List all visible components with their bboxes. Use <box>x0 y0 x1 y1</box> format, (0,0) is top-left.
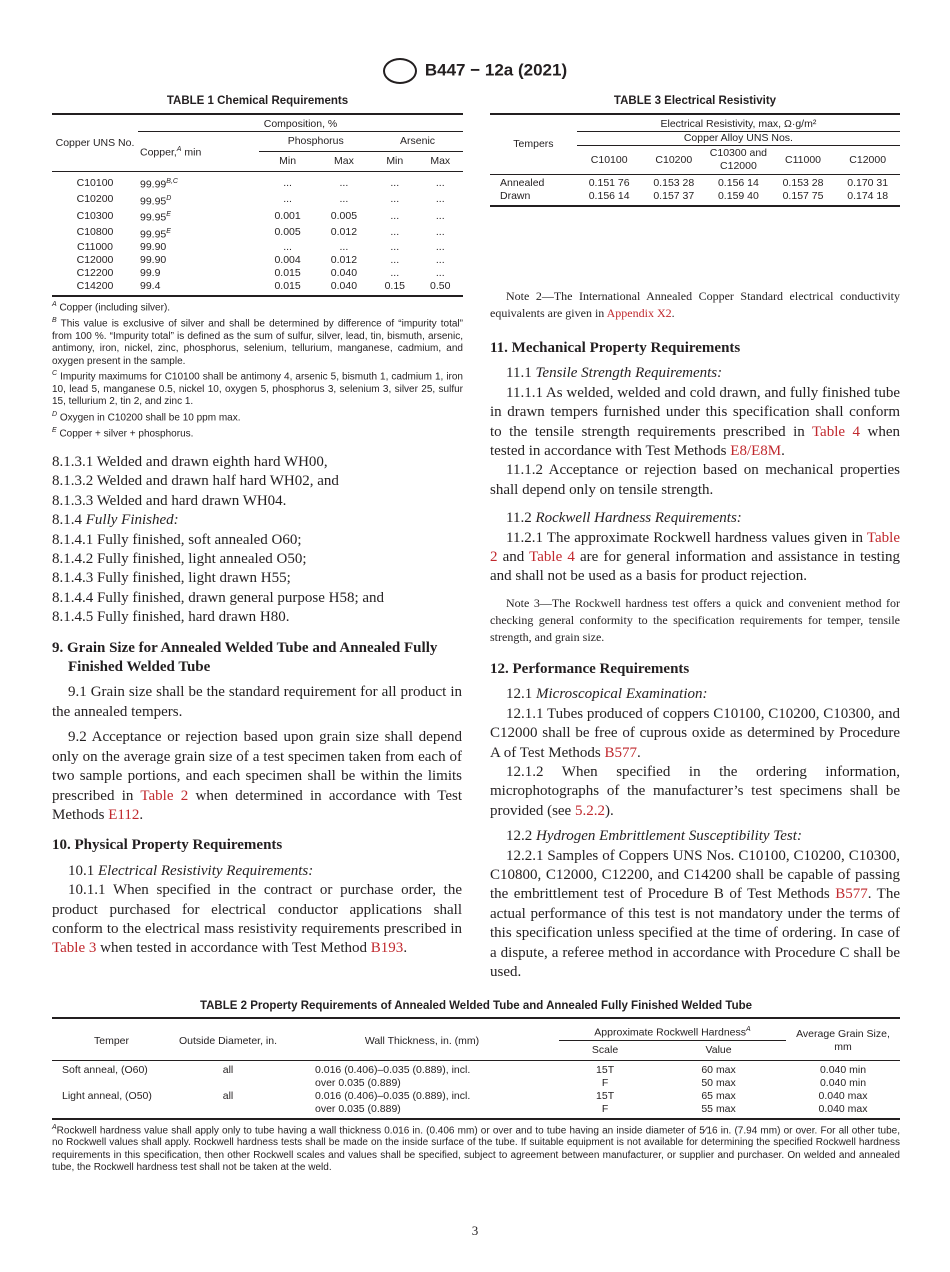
table-cell: 60 max <box>701 1063 736 1076</box>
table-cell: ... <box>390 176 400 189</box>
col-header: Composition, % <box>138 114 463 132</box>
table-cell: 0.153 28 <box>653 177 695 189</box>
table-cell: 0.004 <box>274 254 301 266</box>
text-span: 8.1.3.1 Welded and drawn eighth hard WH00, <box>52 454 328 470</box>
table-cell: ... <box>390 254 400 266</box>
table-2-grid <box>52 1017 900 1120</box>
table-cell: Drawn <box>500 190 531 202</box>
table-cell: $99.95^E$ <box>140 227 171 240</box>
table-cell <box>52 1077 171 1090</box>
document-designation: B447 − 12a (2021) <box>424 60 568 80</box>
col-header: Outside Diameter, in. <box>171 1018 285 1060</box>
note <box>490 288 900 322</box>
table-row <box>490 190 900 206</box>
paragraph <box>52 608 462 627</box>
table-cell: C10300 <box>76 209 114 222</box>
text-span: Note 3—The Rockwell hardness test offers a quick and convenient method for checking general conformity to the specification requirements for temper, tensile strength, and grain size. <box>490 595 900 644</box>
table-row <box>490 175 900 191</box>
cross-reference-link[interactable]: Table 4 <box>811 423 861 440</box>
table-cell: C12000 <box>76 254 114 266</box>
table-cell: 0.040 max <box>818 1102 868 1115</box>
footnote: $^B$ This value is exclusive of silver and shall be determined by difference of “impurity total” from 100 %. “Impurity total” is defined as the sum of sulfur, silver, lead, tin, bismuth, arsenic, antimony, iron, nickel, zinc, phosphorus, selenium, tellurium, manganese, cadmium, and oxygen present in the sample. <box>52 316 463 367</box>
table-cell: 0.156 14 <box>717 177 759 189</box>
paragraph <box>490 685 900 704</box>
paragraph <box>490 364 900 383</box>
table-cell: 0.012 <box>330 226 358 239</box>
paragraph <box>490 763 900 821</box>
col-header: Max <box>430 155 451 167</box>
table-cell: 55 max <box>701 1102 736 1115</box>
text-span: . The actual performance of this test is not mandatory under the terms of this specification unless specified at the time of ordering. In case of a dispute, a referee method in accordance with Procedure C shall be used. <box>490 886 900 980</box>
table-cell: 0.157 75 <box>782 190 824 202</box>
table-cell: 0.016 (0.406)–0.035 (0.889), incl. <box>315 1089 471 1102</box>
col-header: C10300 and C12000 <box>709 147 768 172</box>
paragraph <box>52 683 462 722</box>
table-cell: ... <box>339 176 349 189</box>
table-cell: C10100 <box>76 176 114 189</box>
table-row <box>52 267 463 280</box>
cross-reference-link[interactable]: Table 3 <box>52 940 97 957</box>
text-span: . <box>403 940 408 957</box>
table-cell: 0.153 28 <box>782 177 824 189</box>
cross-reference-link[interactable]: E112 <box>108 806 140 823</box>
text-span: Rockwell Hardness Requirements: <box>535 510 742 527</box>
note <box>490 595 900 646</box>
table-cell: ... <box>339 193 349 206</box>
text-span: 11.2.1 The approximate Rockwell hardness values given in <box>506 529 867 546</box>
table-row <box>52 192 463 209</box>
table-cell: 0.016 (0.406)–0.035 (0.889), incl. <box>315 1063 471 1076</box>
paragraph <box>52 862 462 881</box>
paragraph <box>52 472 462 491</box>
col-header: Scale <box>591 1043 619 1056</box>
table-cell: 50 max <box>701 1076 736 1089</box>
table-cell <box>171 1077 285 1090</box>
text-span: 8.1.3.2 Welded and drawn half hard WH02, and <box>52 473 339 490</box>
cross-reference-link[interactable]: B577 <box>604 744 638 761</box>
table-cell: ... <box>435 267 445 279</box>
text-span: 8.1.3.3 Welded and hard drawn WH04. <box>52 492 287 509</box>
col-header: C10200 <box>655 153 693 166</box>
text-span: . <box>671 306 675 320</box>
table-3-grid <box>490 113 900 207</box>
document-header <box>0 58 950 84</box>
table-cell: 0.015 <box>274 267 301 279</box>
table-cell: 0.040 <box>330 267 358 279</box>
section-heading <box>490 660 900 679</box>
table-row <box>52 1090 900 1103</box>
table-cell: F <box>601 1076 609 1089</box>
paragraph <box>52 511 462 530</box>
table-cell: C10200 <box>76 193 114 206</box>
text-span: when tested in accordance with Test Methods <box>490 423 900 460</box>
paragraph <box>490 384 900 462</box>
paragraph <box>490 705 900 763</box>
paragraph <box>490 847 900 983</box>
table-cell: C11000 <box>76 241 113 253</box>
text-span: when determined in accordance with Test Methods <box>52 787 462 823</box>
col-header: C11000 <box>785 153 822 166</box>
table-cell: ... <box>435 193 445 206</box>
table-cell: 99.90 <box>140 241 167 253</box>
col-header: Phosphorus <box>259 132 372 152</box>
table-cell: 0.040 min <box>819 1076 867 1089</box>
table-cell: 0.040 <box>330 280 358 292</box>
col-header: Arsenic <box>372 132 463 152</box>
table-cell: ... <box>390 226 400 239</box>
text-span: 12.1.2 When specified in the ordering information, microphotographs of the manufacturer’s test specimens shall be provided (see <box>490 763 900 819</box>
text-span: 8.1.4.3 Fully finished, light drawn H55; <box>52 570 291 587</box>
col-header: Copper Alloy UNS Nos. <box>577 132 900 146</box>
text-span: 11. Mechanical Property Requirements <box>490 340 741 356</box>
table-3-caption: TABLE 3 Electrical Resistivity <box>613 95 777 107</box>
text-span: 11.1 <box>506 365 536 382</box>
table-cell: 0.012 <box>330 254 358 266</box>
footnote: $^C$ Impurity maximums for C10100 shall be antimony 4, arsenic 5, bismuth 1, cadmium 1, iron 10, lead 5, manganese 0.5, nickel 10, oxygen 5, phosphorus 3, selenium 3, silver 25, sulfur 15, tellurium 2, tin 2, and zinc 1. <box>52 370 463 408</box>
table-cell: ... <box>435 176 445 189</box>
section-heading <box>52 639 462 678</box>
text-span: 8.1.4 <box>52 512 86 529</box>
text-span: 12. Performance Requirements <box>490 660 690 677</box>
page-number: 3 <box>471 1223 479 1238</box>
table-cell <box>171 1103 285 1119</box>
col-header: Average Grain Size, mm <box>786 1018 900 1060</box>
cross-reference-link[interactable]: 5.2.2 <box>574 802 605 819</box>
table-cell: C10800 <box>76 226 114 239</box>
text-span: Note 2—The International Annealed Copper Standard electrical conductivity equivalents are given in <box>490 289 900 320</box>
text-span: are for general information and assistance in testing and shall not be used as a basis for product rejection. <box>490 549 900 585</box>
col-header: Max <box>333 155 354 167</box>
text-span: 8.1.4.4 Fully finished, drawn general purpose H58; and <box>52 589 385 606</box>
table-cell: all <box>222 1089 234 1102</box>
text-span: ). <box>604 802 614 819</box>
text-span: 8.1.4.5 Fully finished, hard drawn H80. <box>52 609 290 626</box>
table-cell: ... <box>390 209 400 222</box>
text-span: . <box>781 443 785 460</box>
table-cell: $99.95^E$ <box>140 211 171 224</box>
text-span: and <box>497 549 530 566</box>
table-cell: 0.001 <box>274 209 301 222</box>
text-span: 12.1 <box>506 686 536 703</box>
col-header: Min <box>386 155 404 167</box>
table-cell: 15T <box>596 1089 615 1102</box>
paragraph <box>52 589 462 608</box>
table-cell: Soft anneal, (O60) <box>62 1063 148 1076</box>
col-header: Copper UNS No. <box>52 114 138 172</box>
right-column <box>490 288 900 982</box>
cross-reference-link[interactable]: Appendix X2 <box>606 306 672 320</box>
table-cell: ... <box>390 241 400 253</box>
table-cell: ... <box>283 176 292 189</box>
table-cell: $99.99^{B,C}$ <box>140 178 178 191</box>
col-header: Temper <box>52 1018 171 1060</box>
cross-reference-link[interactable]: B193 <box>370 940 404 957</box>
text-span: 10.1.1 When specified in the contract or purchase order, the product purchased for electrical conductor applications shall conform to the electrical mass resistivity requirements prescribed in <box>52 882 462 937</box>
table-cell <box>52 1103 171 1119</box>
text-span: when tested in accordance with Test Method <box>96 940 371 957</box>
table-1-grid <box>52 113 463 297</box>
text-span: 9. Grain Size for Annealed Welded Tube and Annealed Fully Finished Welded Tube <box>52 639 438 676</box>
paragraph <box>52 728 462 825</box>
paragraph <box>490 461 900 500</box>
text-span: Electrical Resistivity Requirements: <box>98 862 314 879</box>
table-row <box>52 241 463 254</box>
table-2-footnote: $^A$Rockwell hardness value shall apply only to tube having a wall thickness 0.016 in. (0.406 mm) or over and to tube having an inside diameter of 5⁄16 in. (7.94 mm) or over. For all other tube, no Rockwell values shall apply. Rockwell hardness tests shall be made on the inside surface of the tube. If suitable equipment is not available for determining the specified Rockwell hardness requirements in this specification, then other Rockwell scales and values shall be specified, subject to agreement between manufacturer, or supplier and purchaser. On welded and annealed tube, the Rockwell hardness test shall not be taken at the weld. <box>52 1123 900 1174</box>
text-span: Tensile Strength Requirements: <box>535 365 723 382</box>
table-row <box>52 1077 900 1090</box>
table-cell: ... <box>283 193 292 206</box>
section-heading <box>490 339 900 358</box>
cross-reference-link[interactable]: B577 <box>835 886 868 903</box>
text-span: 10.1 <box>68 862 98 879</box>
paragraph <box>490 529 900 587</box>
text-span: . <box>139 806 144 823</box>
table-row <box>52 208 463 225</box>
text-span: 12.1.1 Tubes produced of coppers C10100, C10200, C10300, and C12000 shall be free of cuprous oxide as determined by Procedure A of Test Methods <box>490 705 900 761</box>
paragraph <box>490 509 900 528</box>
table-cell: over 0.035 (0.889) <box>315 1102 401 1115</box>
table-cell: ... <box>435 241 445 253</box>
astm-logo <box>383 58 417 84</box>
table-cell: $99.95^D$ <box>140 194 172 207</box>
col-header: Approximate Rockwell Hardness$^A$ <box>559 1018 786 1040</box>
cross-reference-link[interactable]: Table 4 <box>529 549 575 566</box>
table-cell: 99.9 <box>140 267 161 279</box>
text-span: 12.2.1 Samples of Coppers UNS Nos. C10100, C10200, C10300, C10800, C12000, C12200, and C14200 shall be capable of passing the embrittlement test of Procedure B of Test Methods <box>490 847 900 903</box>
col-header: Electrical Resistivity, max, Ω·g/m² <box>577 114 900 132</box>
text-span: 9.2 Acceptance or rejection based upon grain size shall depend only on the average grain size of a test specimen taken from each of two sample portions, and each specimen shall be within the limits prescribed in <box>52 729 462 804</box>
col-header: Copper,$^A$ min <box>138 132 259 172</box>
table-row <box>52 1060 900 1077</box>
table-cell: 15T <box>596 1063 615 1076</box>
table-cell: 0.174 18 <box>847 190 889 202</box>
paragraph <box>52 881 462 959</box>
paragraph <box>52 492 462 511</box>
col-header: Wall Thickness, in. (mm) <box>285 1018 559 1060</box>
table-cell: 0.005 <box>274 226 301 239</box>
table-cell: F <box>601 1102 609 1115</box>
text-span: 8.1.4.1 Fully finished, soft annealed O60; <box>52 531 302 548</box>
table-1 <box>52 95 463 441</box>
col-header: C12000 <box>849 153 887 166</box>
table-cell: 0.159 40 <box>717 190 759 202</box>
table-cell: 0.156 14 <box>588 190 630 202</box>
table-2-caption: TABLE 2 Property Requirements of Annealed Welded Tube and Annealed Fully Finished Welded Tube <box>199 1000 753 1012</box>
table-cell: 0.005 <box>330 209 358 222</box>
cross-reference-link[interactable]: Table 2 <box>490 529 900 566</box>
table-cell: 0.151 76 <box>588 177 630 189</box>
table-2 <box>52 1000 900 1175</box>
footnote: $^E$ Copper + silver + phosphorus. <box>52 426 194 440</box>
table-cell: C12200 <box>76 267 114 279</box>
paragraph <box>490 827 900 846</box>
table-cell: over 0.035 (0.889) <box>315 1076 401 1089</box>
table-cell: ... <box>435 254 445 266</box>
paragraph <box>52 453 462 472</box>
table-cell: ... <box>435 226 445 239</box>
footnote: $^D$ Oxygen in C10200 shall be 10 ppm max. <box>52 410 241 424</box>
col-header: Min <box>279 155 297 167</box>
table-1-footnotes <box>52 299 463 441</box>
table-cell: ... <box>339 241 349 253</box>
table-cell: 0.040 min <box>819 1063 867 1076</box>
footnote: $^A$ Copper (including silver). <box>52 301 171 314</box>
table-cell: ... <box>283 241 292 253</box>
table-row <box>52 1103 900 1119</box>
cross-reference-link[interactable]: Table 2 <box>140 787 189 804</box>
table-cell: C14200 <box>76 280 114 292</box>
text-span: 8.1.4.2 Fully finished, light annealed O50; <box>52 551 307 568</box>
table-cell: ... <box>390 267 400 279</box>
text-span: 11.2 <box>506 510 536 527</box>
table-cell: 0.015 <box>274 280 301 292</box>
table-cell: Light anneal, (O50) <box>62 1089 152 1102</box>
table-row <box>52 254 463 267</box>
section-heading <box>52 836 462 855</box>
table-cell: 65 max <box>701 1089 736 1102</box>
text-span: Microscopical Examination: <box>536 686 708 703</box>
table-cell: 0.170 31 <box>847 177 889 189</box>
col-header: C10100 <box>590 153 628 166</box>
text-span: Fully Finished: <box>85 512 179 529</box>
table-1-caption: TABLE 1 Chemical Requirements <box>166 95 349 107</box>
text-span: 10. Physical Property Requirements <box>52 837 283 854</box>
table-cell: ... <box>390 193 400 206</box>
table-cell: 99.90 <box>140 254 167 266</box>
table-cell: 0.15 <box>384 280 405 292</box>
table-3 <box>490 95 900 207</box>
text-span: 12.2 <box>506 828 536 845</box>
text-span: . <box>637 744 641 761</box>
table-cell: 0.157 37 <box>653 190 695 202</box>
col-header: Value <box>705 1043 732 1056</box>
text-span: 9.1 Grain size shall be the standard requirement for all product in the annealed tempers. <box>52 684 462 720</box>
table-cell: 99.4 <box>140 280 161 292</box>
cross-reference-link[interactable]: E8/E8M <box>730 443 782 460</box>
text-span: 11.1.1 As welded, welded and cold drawn, and fully finished tube in drawn tempers furnished under this specification shall conform to the tensile strength requirements prescribed in <box>490 384 900 440</box>
table-cell: 0.50 <box>430 280 451 292</box>
table-row <box>52 225 463 242</box>
text-span: Hydrogen Embrittlement Susceptibility Test: <box>536 828 802 845</box>
paragraph <box>52 569 462 588</box>
paragraph <box>52 550 462 569</box>
table-cell: ... <box>435 209 445 222</box>
table-row <box>52 280 463 296</box>
text-span: 11.1.2 Acceptance or rejection based on mechanical properties shall depend only on tensile strength. <box>490 462 900 498</box>
left-column <box>52 453 462 959</box>
table-cell: 0.040 max <box>818 1089 868 1102</box>
col-header: Tempers <box>490 114 577 175</box>
table-cell: Annealed <box>500 177 545 189</box>
table-cell: all <box>222 1063 234 1076</box>
table-row <box>52 172 463 192</box>
paragraph <box>52 531 462 550</box>
